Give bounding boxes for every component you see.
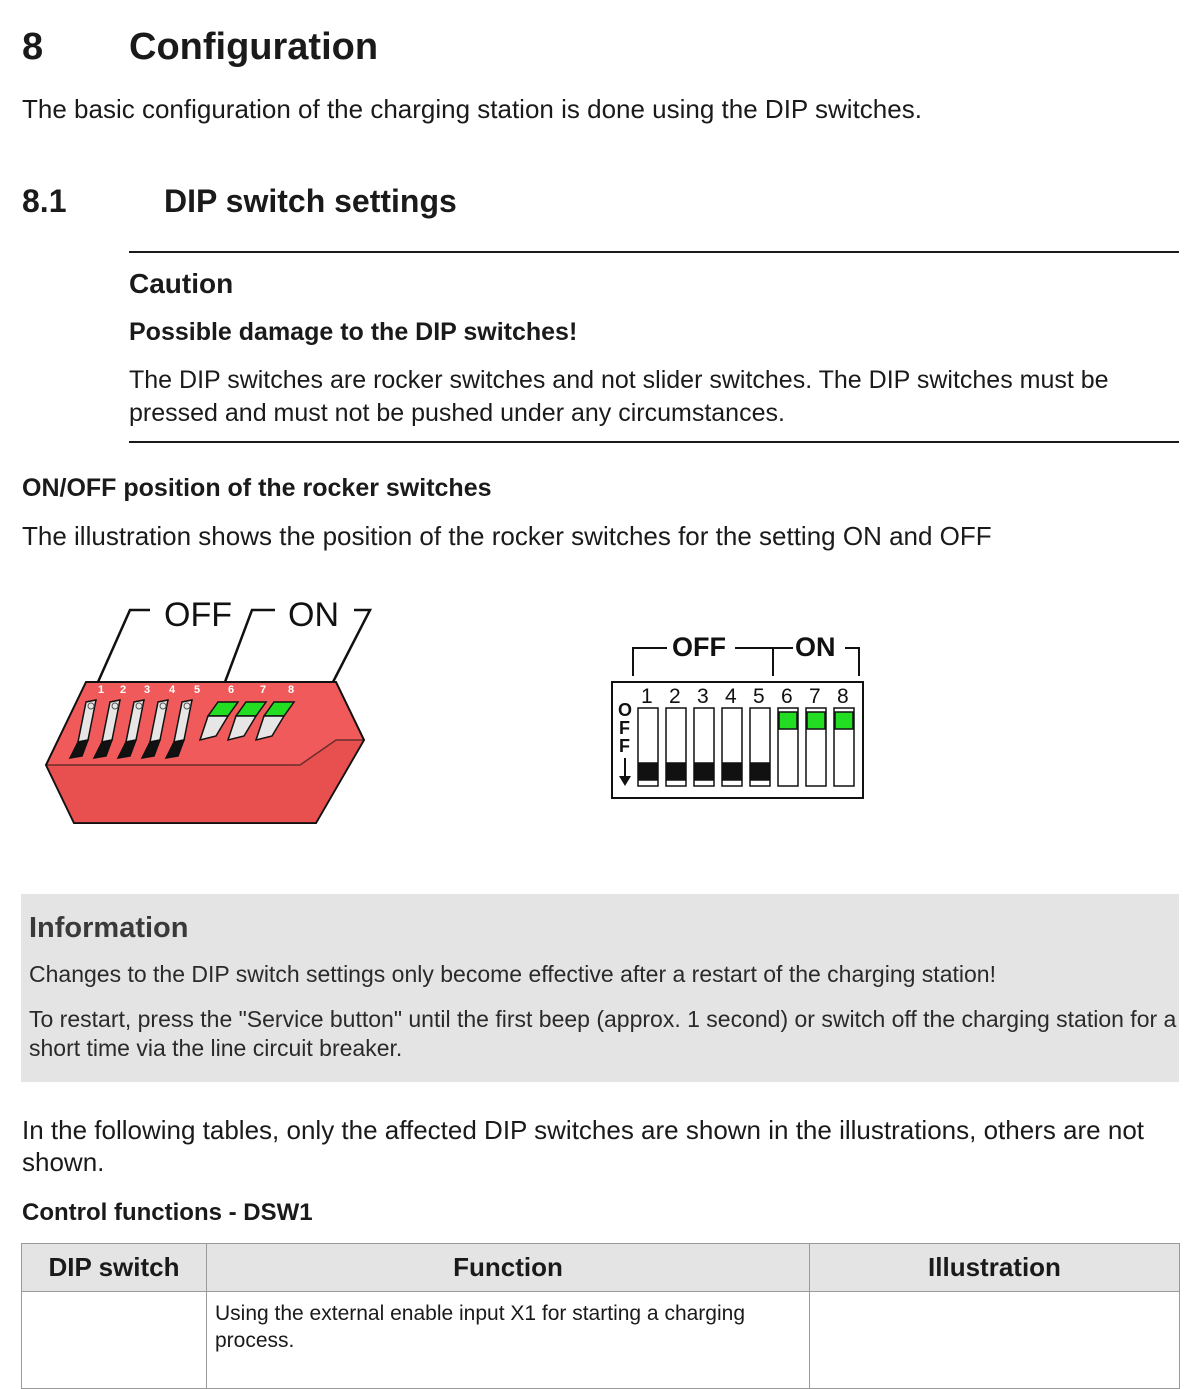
side-label-f2: F — [619, 736, 630, 756]
switch-number-6: 6 — [228, 684, 235, 696]
section-title: DIP switch settings — [164, 183, 457, 219]
switch2d-number-1: 1 — [641, 685, 653, 708]
switch2d-3-off — [694, 708, 714, 786]
table-row — [22, 1292, 1180, 1389]
switch-number-4: 4 — [169, 684, 176, 696]
dip-switch-2d-illustration — [605, 620, 870, 805]
table-header-row — [22, 1244, 1180, 1292]
on-label-3d: ON — [288, 596, 339, 634]
intro-paragraph: The basic configuration of the charging station is done using the DIP switches. — [22, 94, 922, 124]
switch2d-7-on — [806, 708, 826, 786]
off-on-bracket-middle — [735, 648, 793, 676]
switch2d-1-off — [638, 708, 658, 786]
chapter-title: Configuration — [129, 26, 379, 68]
switch2d-6-on — [778, 708, 798, 786]
on-label-2d: ON — [795, 632, 836, 662]
switch2d-4-off — [722, 708, 742, 786]
switch2d-2-off — [666, 708, 686, 786]
off-callout-left-line — [98, 610, 150, 682]
off-bracket-left — [633, 648, 667, 676]
header-function: Function — [207, 1244, 810, 1292]
off-on-divider-line — [225, 610, 275, 682]
switch2d-5-off — [750, 708, 770, 786]
switch-number-2: 2 — [120, 684, 127, 696]
header-dip-switch: DIP switch — [22, 1244, 207, 1292]
switch2d-number-4: 4 — [725, 685, 737, 708]
off-label-2d: OFF — [672, 632, 726, 662]
switch-number-3: 3 — [144, 684, 151, 696]
table-caption: Control functions - DSW1 — [22, 1199, 313, 1226]
switch2d-number-3: 3 — [697, 685, 709, 708]
switch2d-number-8: 8 — [837, 685, 849, 708]
switch-number-8: 8 — [288, 684, 295, 696]
switch-number-5: 5 — [194, 684, 201, 696]
onoff-section-body: The illustration shows the position of the rocker switches for the setting ON and OFF — [22, 521, 992, 551]
off-label-3d: OFF — [164, 596, 232, 634]
information-paragraph-1: Changes to the DIP switch settings only become effective after a restart of the charging station! — [29, 961, 996, 987]
header-illustration: Illustration — [810, 1244, 1180, 1292]
tables-note: In the following tables, only the affected DIP switches are shown in the illustrations, others are not shown. — [22, 1115, 1144, 1177]
on-bracket-right — [845, 648, 859, 676]
dip-switch-3d-illustration — [30, 590, 390, 835]
switch2d-number-7: 7 — [809, 685, 821, 708]
caution-body: The DIP switches are rocker switches and not slider switches. The DIP switches must be pressed and must not be pushed under any circumstances. — [129, 366, 1109, 427]
cell-function: Using the external enable input X1 for starting a charging process. — [207, 1292, 810, 1389]
switch-number-1: 1 — [98, 684, 105, 696]
side-label-f1: F — [619, 718, 630, 738]
caution-subtitle: Possible damage to the DIP switches! — [129, 318, 578, 346]
section-number: 8.1 — [22, 183, 67, 219]
chapter-number: 8 — [22, 26, 44, 68]
switch-number-7: 7 — [260, 684, 267, 696]
caution-bottom-rule — [129, 441, 1179, 443]
switch2d-number-6: 6 — [781, 685, 793, 708]
caution-title: Caution — [129, 268, 234, 299]
information-title: Information — [29, 912, 189, 944]
switch2d-number-2: 2 — [669, 685, 681, 708]
onoff-section-title: ON/OFF position of the rocker switches — [22, 474, 492, 502]
information-paragraph-2: To restart, press the "Service button" until the first beep (approx. 1 second) or switch off the charging station for a short time via the line circuit breaker. — [29, 1006, 1177, 1061]
switch2d-number-5: 5 — [753, 685, 765, 708]
caution-top-rule — [129, 251, 1179, 253]
information-box — [21, 894, 1179, 1082]
cell-dip-switch — [22, 1292, 207, 1389]
side-label-o: O — [618, 700, 633, 720]
switch2d-8-on — [834, 708, 854, 786]
control-functions-table — [21, 1243, 1180, 1389]
cell-illustration — [810, 1292, 1180, 1389]
